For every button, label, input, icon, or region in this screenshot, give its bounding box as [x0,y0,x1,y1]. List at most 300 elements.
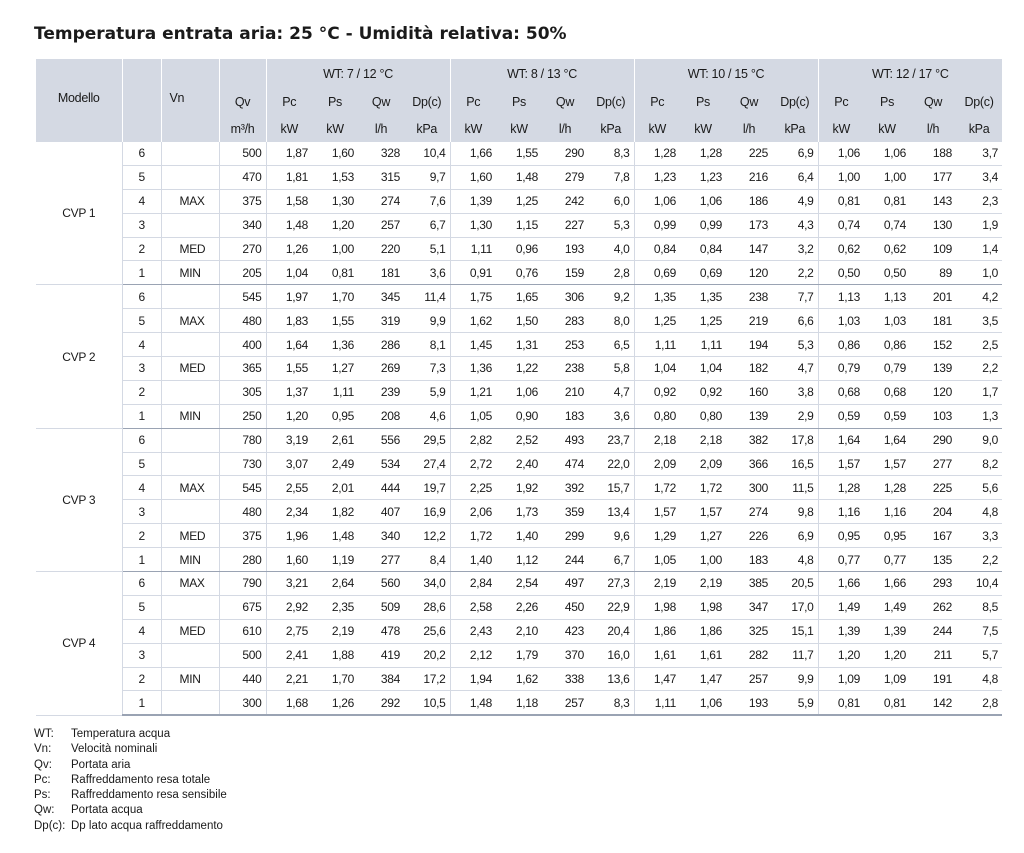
cell-pc: 1,25 [634,309,680,333]
column-header-vn: Vn [161,59,219,142]
cell-ps: 0,81 [864,691,910,715]
cell-ps: 1,28 [864,476,910,500]
cell-ps: 2,64 [312,572,358,596]
table-row [36,476,1002,500]
cell-ps: 1,12 [496,548,542,572]
column-header-ps: Ps [312,88,358,115]
cell-ps: 1,06 [680,189,726,213]
cell-pc: 1,06 [818,142,864,165]
speed-step: 4 [122,189,161,213]
cell-dpc: 34,0 [404,572,450,596]
cell-qw: 208 [358,404,404,428]
cell-pc: 1,47 [634,667,680,691]
cell-ps: 1,82 [312,500,358,524]
column-header-pc: Pc [818,88,864,115]
cell-dpc: 5,8 [588,357,634,381]
table-row [36,452,1002,476]
cell-qw: 210 [542,380,588,404]
cell-pc: 3,21 [266,572,312,596]
cell-pc: 1,37 [266,380,312,404]
cell-pc: 1,86 [634,619,680,643]
cell-pc: 1,64 [818,428,864,452]
cell-pc: 0,81 [818,691,864,715]
column-header-pc: Pc [266,88,312,115]
cell-dpc: 5,1 [404,237,450,261]
legend-text: Velocità nominali [71,743,158,756]
cell-qw: 277 [358,548,404,572]
cell-ps: 1,11 [312,380,358,404]
cell-ps: 1,16 [864,500,910,524]
cell-qw: 419 [358,643,404,667]
cell-qw: 201 [910,285,956,309]
cell-ps: 0,80 [680,404,726,428]
table-row [36,285,1002,309]
cell-ps: 1,36 [312,333,358,357]
cell-pc: 1,61 [634,643,680,667]
table-row [36,380,1002,404]
cell-ps: 2,49 [312,452,358,476]
cell-pc: 2,19 [634,572,680,596]
cell-dpc: 16,0 [588,643,634,667]
qv-value: 790 [219,572,266,596]
cell-dpc: 2,2 [772,261,818,285]
column-unit-qw: l/h [726,115,772,142]
cell-dpc: 2,8 [588,261,634,285]
cell-dpc: 6,9 [772,142,818,165]
table-row [36,189,1002,213]
cell-ps: 1,60 [312,142,358,165]
cell-ps: 1,31 [496,333,542,357]
cell-pc: 0,62 [818,237,864,261]
cell-pc: 0,99 [634,213,680,237]
cell-pc: 1,29 [634,524,680,548]
cell-dpc: 1,3 [956,404,1002,428]
table-row [36,572,1002,596]
cell-ps: 0,81 [864,189,910,213]
cell-dpc: 6,9 [772,524,818,548]
cell-ps: 0,50 [864,261,910,285]
cell-dpc: 20,2 [404,643,450,667]
qv-value: 610 [219,619,266,643]
cell-dpc: 3,2 [772,237,818,261]
cell-pc: 0,80 [634,404,680,428]
performance-table [36,59,1002,716]
legend-key: WT: [34,728,54,740]
cell-pc: 1,64 [266,333,312,357]
table-row [36,237,1002,261]
cell-pc: 2,06 [450,500,496,524]
table-row [36,595,1002,619]
cell-dpc: 9,8 [772,500,818,524]
cell-ps: 0,69 [680,261,726,285]
cell-ps: 0,62 [864,237,910,261]
column-header-dpc: Dp(c) [772,88,818,115]
cell-dpc: 2,9 [772,404,818,428]
cell-ps: 1,50 [496,309,542,333]
cell-pc: 1,13 [818,285,864,309]
cell-dpc: 22,9 [588,595,634,619]
speed-level: MIN [161,667,219,691]
cell-ps: 1,61 [680,643,726,667]
cell-ps: 1,98 [680,595,726,619]
cell-qw: 139 [910,357,956,381]
legend-text: Portata aria [71,758,131,771]
cell-dpc: 7,6 [404,189,450,213]
cell-qw: 244 [910,619,956,643]
cell-pc: 3,19 [266,428,312,452]
cell-qw: 194 [726,333,772,357]
legend-text: Portata acqua [71,804,143,817]
column-header-speed-step [122,59,161,142]
cell-pc: 1,09 [818,667,864,691]
cell-ps: 1,47 [680,667,726,691]
cell-qw: 193 [542,237,588,261]
page-title: Temperatura entrata aria: 25 °C - Umidità relativa: 50% [34,24,567,44]
cell-dpc: 3,8 [772,380,818,404]
cell-pc: 0,86 [818,333,864,357]
cell-qw: 338 [542,667,588,691]
cell-dpc: 3,7 [956,142,1002,165]
cell-qw: 283 [542,309,588,333]
qv-value: 365 [219,357,266,381]
cell-qw: 188 [910,142,956,165]
cell-qw: 478 [358,619,404,643]
cell-pc: 0,79 [818,357,864,381]
cell-qw: 325 [726,619,772,643]
column-unit-qw: l/h [910,115,956,142]
cell-dpc: 5,9 [404,380,450,404]
cell-ps: 1,00 [864,165,910,189]
model-name: CVP 3 [36,428,122,571]
cell-qw: 384 [358,667,404,691]
cell-pc: 1,57 [818,452,864,476]
cell-qw: 497 [542,572,588,596]
cell-pc: 2,72 [450,452,496,476]
qv-value: 250 [219,404,266,428]
cell-pc: 1,00 [818,165,864,189]
cell-pc: 1,39 [450,189,496,213]
cell-pc: 1,11 [450,237,496,261]
cell-qw: 450 [542,595,588,619]
cell-pc: 2,82 [450,428,496,452]
cell-pc: 1,66 [450,142,496,165]
legend-key: Vn: [34,743,52,756]
cell-qw: 493 [542,428,588,452]
cell-dpc: 9,7 [404,165,450,189]
header-spacer [219,59,266,88]
cell-ps: 0,59 [864,404,910,428]
cell-dpc: 6,5 [588,333,634,357]
cell-dpc: 6,7 [404,213,450,237]
cell-pc: 1,26 [266,237,312,261]
qv-value: 730 [219,452,266,476]
cell-dpc: 4,9 [772,189,818,213]
table-row [36,165,1002,189]
speed-level: MAX [161,572,219,596]
column-unit-qv: m³/h [219,115,266,142]
speed-level [161,285,219,309]
cell-ps: 0,74 [864,213,910,237]
cell-pc: 1,66 [818,572,864,596]
cell-ps: 0,92 [680,380,726,404]
cell-pc: 1,39 [818,619,864,643]
cell-ps: 2,19 [680,572,726,596]
column-unit-ps: kW [680,115,726,142]
cell-qw: 328 [358,142,404,165]
cell-pc: 1,20 [818,643,864,667]
cell-ps: 2,40 [496,452,542,476]
cell-dpc: 6,0 [588,189,634,213]
cell-ps: 1,06 [496,380,542,404]
cell-ps: 2,54 [496,572,542,596]
cell-ps: 2,10 [496,619,542,643]
cell-ps: 1,53 [312,165,358,189]
table-row [36,643,1002,667]
cell-dpc: 11,7 [772,643,818,667]
column-header-qw: Qw [542,88,588,115]
cell-qw: 139 [726,404,772,428]
cell-qw: 257 [358,213,404,237]
column-header-dpc: Dp(c) [404,88,450,115]
cell-dpc: 16,5 [772,452,818,476]
cell-dpc: 3,5 [956,309,1002,333]
legend-item [34,773,227,788]
cell-pc: 0,95 [818,524,864,548]
table-row [36,142,1002,165]
cell-ps: 0,86 [864,333,910,357]
speed-step: 2 [122,524,161,548]
cell-pc: 2,92 [266,595,312,619]
cell-pc: 1,06 [634,189,680,213]
cell-pc: 1,68 [266,691,312,715]
cell-pc: 1,81 [266,165,312,189]
cell-pc: 1,05 [450,404,496,428]
speed-step: 2 [122,667,161,691]
speed-level [161,691,219,715]
column-header-qv: Qv [219,88,266,115]
legend-item [34,788,227,803]
legend-item [34,727,227,742]
cell-pc: 1,03 [818,309,864,333]
cell-qw: 120 [910,380,956,404]
cell-qw: 370 [542,643,588,667]
cell-qw: 392 [542,476,588,500]
cell-qw: 183 [726,548,772,572]
cell-pc: 2,21 [266,667,312,691]
cell-dpc: 29,5 [404,428,450,452]
qv-value: 340 [219,213,266,237]
cell-qw: 244 [542,548,588,572]
cell-pc: 1,97 [266,285,312,309]
cell-qw: 160 [726,380,772,404]
cell-ps: 1,72 [680,476,726,500]
cell-pc: 2,12 [450,643,496,667]
cell-qw: 257 [542,691,588,715]
cell-pc: 2,58 [450,595,496,619]
model-name: CVP 2 [36,285,122,428]
speed-level: MAX [161,309,219,333]
cell-dpc: 9,9 [772,667,818,691]
speed-level [161,500,219,524]
speed-step: 3 [122,500,161,524]
speed-step: 6 [122,572,161,596]
cell-pc: 1,30 [450,213,496,237]
cell-ps: 1,06 [864,142,910,165]
cell-pc: 1,49 [818,595,864,619]
cell-ps: 1,39 [864,619,910,643]
cell-ps: 1,40 [496,524,542,548]
cell-pc: 1,94 [450,667,496,691]
qv-value: 205 [219,261,266,285]
cell-dpc: 8,0 [588,309,634,333]
cell-pc: 1,72 [634,476,680,500]
cell-qw: 238 [542,357,588,381]
cell-ps: 1,66 [864,572,910,596]
legend-key: Qw: [34,804,55,817]
cell-qw: 274 [726,500,772,524]
speed-step: 3 [122,357,161,381]
column-header-dpc: Dp(c) [956,88,1002,115]
cell-dpc: 3,3 [956,524,1002,548]
cell-qw: 345 [358,285,404,309]
cell-qw: 227 [542,213,588,237]
cell-qw: 277 [910,452,956,476]
cell-ps: 1,88 [312,643,358,667]
cell-qw: 89 [910,261,956,285]
cell-pc: 0,68 [818,380,864,404]
cell-qw: 366 [726,452,772,476]
qv-value: 500 [219,142,266,165]
speed-level: MED [161,619,219,643]
cell-dpc: 7,8 [588,165,634,189]
cell-ps: 0,99 [680,213,726,237]
cell-qw: 300 [726,476,772,500]
speed-level: MIN [161,548,219,572]
cell-dpc: 9,0 [956,428,1002,452]
cell-qw: 423 [542,619,588,643]
model-name: CVP 4 [36,572,122,716]
cell-ps: 2,52 [496,428,542,452]
cell-pc: 1,40 [450,548,496,572]
column-unit-qw: l/h [358,115,404,142]
cell-dpc: 2,8 [956,691,1002,715]
cell-ps: 0,68 [864,380,910,404]
cell-ps: 1,13 [864,285,910,309]
legend-text: Raffreddamento resa sensibile [71,789,227,802]
cell-ps: 1,35 [680,285,726,309]
column-unit-ps: kW [312,115,358,142]
speed-level: MAX [161,189,219,213]
table-row [36,261,1002,285]
cell-qw: 109 [910,237,956,261]
legend-text: Raffreddamento resa totale [71,773,211,786]
cell-pc: 2,84 [450,572,496,596]
cell-ps: 1,62 [496,667,542,691]
cell-dpc: 4,8 [956,500,1002,524]
cell-ps: 1,70 [312,285,358,309]
cell-pc: 0,77 [818,548,864,572]
cell-dpc: 7,7 [772,285,818,309]
cell-dpc: 10,5 [404,691,450,715]
cell-ps: 1,70 [312,667,358,691]
speed-level: MIN [161,404,219,428]
speed-step: 3 [122,213,161,237]
cell-ps: 1,27 [312,357,358,381]
cell-dpc: 1,0 [956,261,1002,285]
cell-qw: 347 [726,595,772,619]
cell-qw: 274 [358,189,404,213]
cell-dpc: 1,4 [956,237,1002,261]
column-header-pc: Pc [450,88,496,115]
cell-dpc: 6,4 [772,165,818,189]
cell-qw: 560 [358,572,404,596]
column-unit-pc: kW [634,115,680,142]
cell-qw: 290 [542,142,588,165]
cell-dpc: 27,4 [404,452,450,476]
column-unit-pc: kW [450,115,496,142]
speed-step: 6 [122,285,161,309]
cell-pc: 1,83 [266,309,312,333]
cell-pc: 1,96 [266,524,312,548]
cell-dpc: 8,3 [588,142,634,165]
legend-key: Pc: [34,773,51,786]
cell-ps: 1,79 [496,643,542,667]
cell-ps: 0,84 [680,237,726,261]
cell-dpc: 9,2 [588,285,634,309]
cell-pc: 2,43 [450,619,496,643]
column-unit-dpc: kPa [588,115,634,142]
legend [34,727,227,834]
cell-pc: 1,45 [450,333,496,357]
cell-ps: 1,23 [680,165,726,189]
qv-value: 545 [219,285,266,309]
cell-pc: 1,04 [634,357,680,381]
cell-pc: 2,18 [634,428,680,452]
cell-qw: 315 [358,165,404,189]
cell-ps: 2,61 [312,428,358,452]
cell-qw: 282 [726,643,772,667]
qv-value: 545 [219,476,266,500]
table-row [36,667,1002,691]
speed-step: 1 [122,261,161,285]
speed-step: 6 [122,428,161,452]
cell-ps: 0,77 [864,548,910,572]
cell-pc: 1,55 [266,357,312,381]
cell-qw: 120 [726,261,772,285]
table-row [36,404,1002,428]
cell-qw: 226 [726,524,772,548]
speed-step: 4 [122,619,161,643]
cell-dpc: 27,3 [588,572,634,596]
cell-dpc: 9,9 [404,309,450,333]
table-row [36,428,1002,452]
cell-dpc: 4,2 [956,285,1002,309]
cell-pc: 0,59 [818,404,864,428]
cell-pc: 1,23 [634,165,680,189]
speed-step: 5 [122,309,161,333]
cell-dpc: 17,0 [772,595,818,619]
column-header-modello: Modello [36,59,122,142]
speed-level [161,165,219,189]
cell-dpc: 6,6 [772,309,818,333]
group-header-wt-2: WT: 8 / 13 °C [450,59,634,88]
cell-qw: 167 [910,524,956,548]
cell-dpc: 13,6 [588,667,634,691]
cell-qw: 186 [726,189,772,213]
cell-ps: 0,96 [496,237,542,261]
cell-pc: 0,50 [818,261,864,285]
cell-qw: 534 [358,452,404,476]
